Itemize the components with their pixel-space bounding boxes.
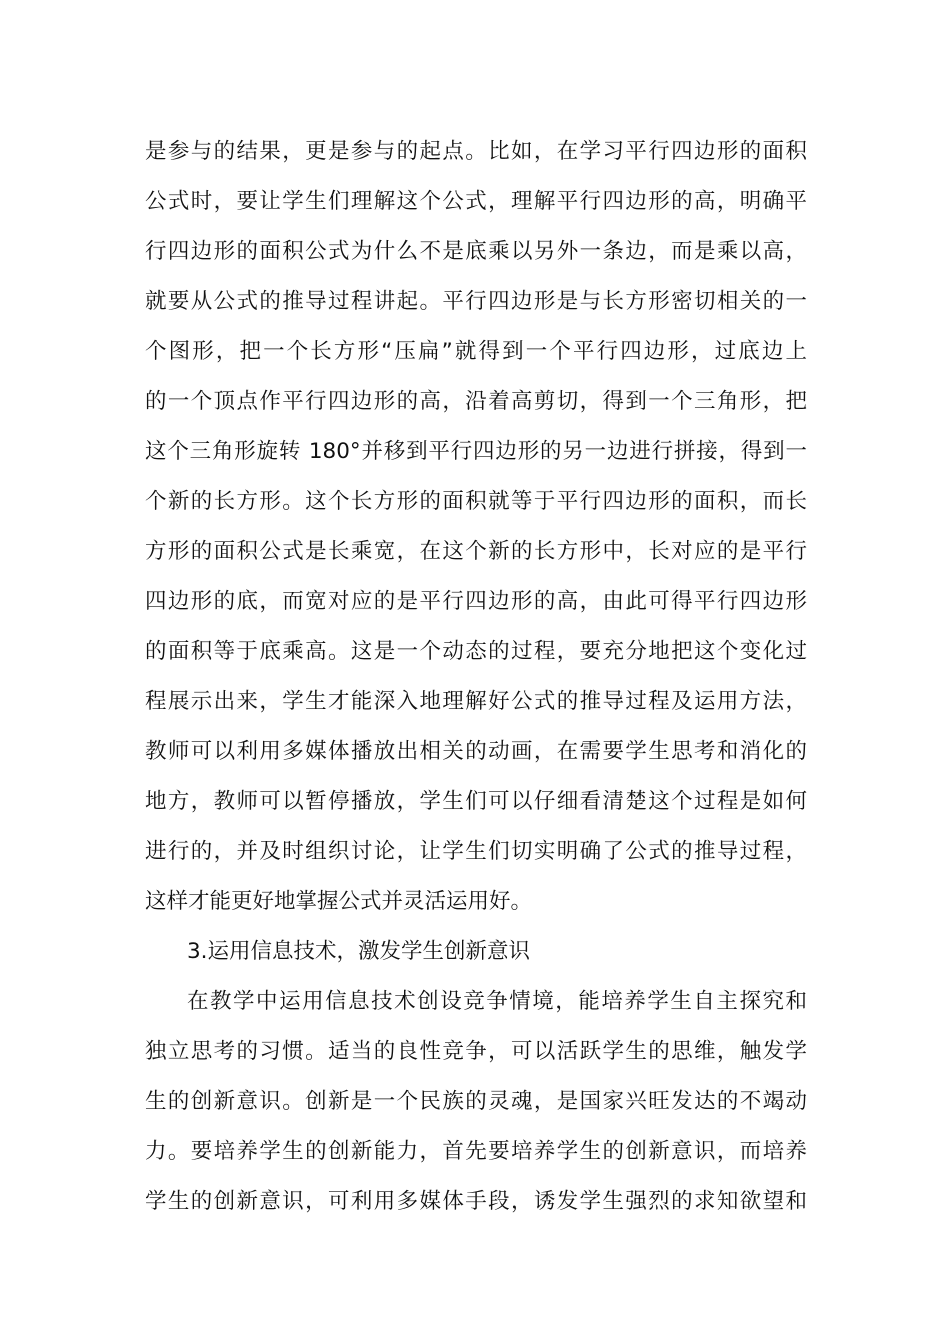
paragraph-line: 力。要培养学生的创新能力，首先要培养学生的创新意识，而培养 [145, 1139, 807, 1164]
paragraph-line: 方形的面积公式是长乘宽，在这个新的长方形中，长对应的是平行 [145, 539, 807, 564]
paragraph-line: 四边形的底，而宽对应的是平行四边形的高，由此可得平行四边形 [145, 589, 807, 614]
paragraph-line: 就要从公式的推导过程讲起。平行四边形是与长方形密切相关的一 [145, 289, 807, 314]
section-heading: 3.运用信息技术，激发学生创新意识 [187, 939, 531, 964]
paragraph-line: 生的创新意识。创新是一个民族的灵魂，是国家兴旺发达的不竭动 [145, 1089, 807, 1114]
paragraph-line: 个图形，把一个长方形“压扁”就得到一个平行四边形，过底边上 [145, 339, 807, 364]
paragraph-line: 这个三角形旋转 180°并移到平行四边形的另一边进行拼接，得到一 [145, 439, 807, 464]
paragraph-line: 行四边形的面积公式为什么不是底乘以另外一条边，而是乘以高， [145, 239, 807, 264]
paragraph-line: 是参与的结果，更是参与的起点。比如，在学习平行四边形的面积 [145, 139, 807, 164]
paragraph-line: 的面积等于底乘高。这是一个动态的过程，要充分地把这个变化过 [145, 639, 807, 664]
paragraph-line: 独立思考的习惯。适当的良性竞争，可以活跃学生的思维，触发学 [145, 1039, 807, 1064]
paragraph-line: 教师可以利用多媒体播放出相关的动画，在需要学生思考和消化的 [145, 739, 807, 764]
paragraph-line: 地方，教师可以暂停播放，学生们可以仔细看清楚这个过程是如何 [145, 789, 807, 814]
paragraph-line: 的一个顶点作平行四边形的高，沿着高剪切，得到一个三角形，把 [145, 389, 807, 414]
paragraph-line: 程展示出来，学生才能深入地理解好公式的推导过程及运用方法， [145, 689, 807, 714]
paragraph-line: 公式时，要让学生们理解这个公式，理解平行四边形的高，明确平 [145, 189, 807, 214]
paragraph-line: 进行的，并及时组织讨论，让学生们切实明确了公式的推导过程， [145, 839, 807, 864]
paragraph-line-last: 这样才能更好地掌握公式并灵活运用好。 [145, 889, 533, 914]
paragraph-line: 学生的创新意识，可利用多媒体手段，诱发学生强烈的求知欲望和 [145, 1189, 807, 1214]
paragraph-line-first: 在教学中运用信息技术创设竞争情境，能培养学生自主探究和 [187, 989, 807, 1014]
paragraph-line: 个新的长方形。这个长方形的面积就等于平行四边形的面积，而长 [145, 489, 807, 514]
